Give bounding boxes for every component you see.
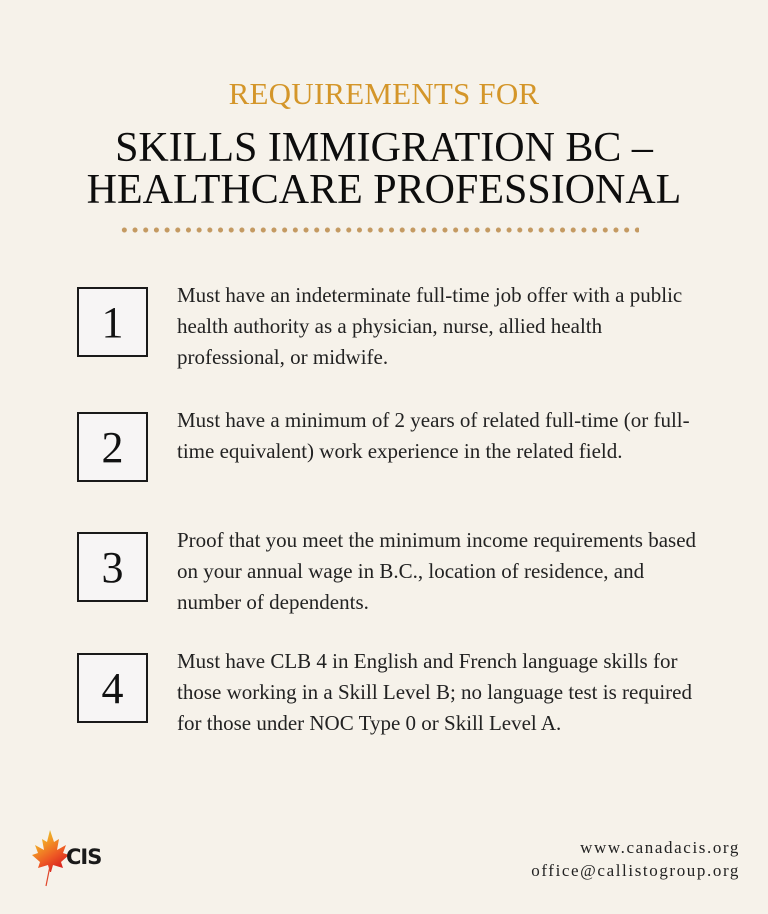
page-title	[0, 127, 768, 211]
website-link[interactable]: www.canadacis.org	[580, 838, 740, 857]
maple-leaf-icon	[26, 828, 116, 888]
company-logo	[26, 828, 116, 888]
subtitle: REQUIREMENTS FOR	[228, 76, 540, 111]
contact-info	[531, 836, 740, 882]
requirement-number-box: 4	[77, 653, 148, 723]
dotted-divider	[119, 226, 639, 234]
requirement-number-box: 3	[77, 532, 148, 602]
requirement-text: Must have CLB 4 in English and French language skills for those working in a Skill Level B; no language test is required for those under NOC Type 0 or Skill Level A.	[177, 649, 692, 735]
requirement-number-box: 1	[77, 287, 148, 357]
logo-text: CIS	[66, 845, 102, 869]
title-line-2: HEALTHCARE PROFESSIONAL	[86, 167, 682, 213]
requirement-number-box: 2	[77, 412, 148, 482]
requirement-text: Must have an indeterminate full-time job offer with a public health authority as a physician, nurse, allied health professional, or midwife.	[177, 283, 683, 369]
title-line-1: SKILLS IMMIGRATION BC –	[115, 125, 653, 171]
requirement-text: Proof that you meet the minimum income requirements based on your annual wage in B.C., location of residence, and number of dependents.	[177, 528, 697, 614]
email-link[interactable]: office@callistogroup.org	[531, 861, 740, 880]
requirement-text: Must have a minimum of 2 years of related full-time (or full-time equivalent) work experience in the related field.	[177, 408, 690, 463]
